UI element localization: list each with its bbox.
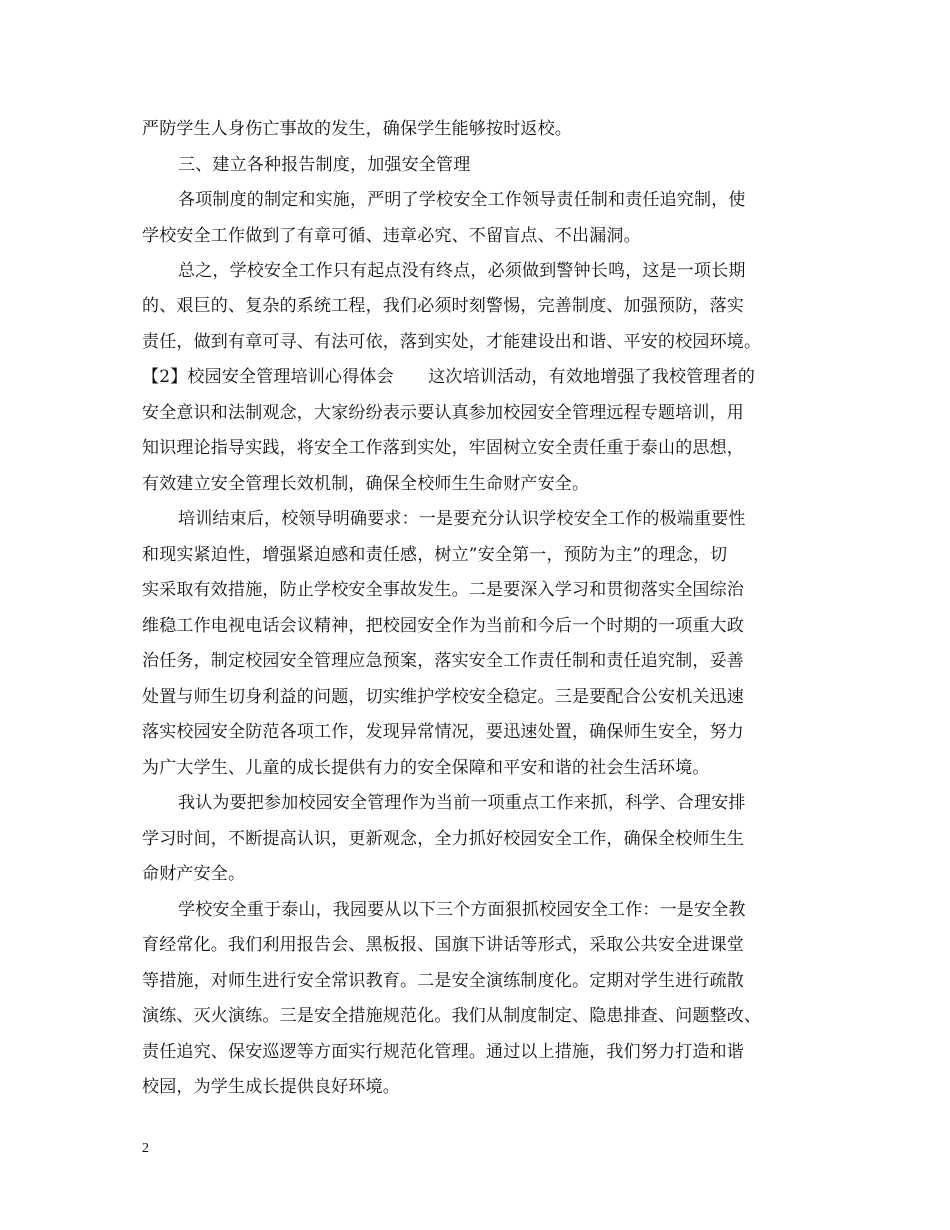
text-line: 校园，为学生成长提供良好环境。 [142, 1077, 400, 1097]
text-line: 命财产安全。 [142, 864, 246, 884]
text-line: 学校安全重于泰山，我园要从以下三个方面狠抓校园安全工作：一是安全教 [178, 900, 746, 920]
page-number: 2 [142, 1141, 149, 1156]
text-line: 【2】校园安全管理培训心得体会 这次培训活动，有效地增强了我校管理者的 [142, 367, 756, 387]
text-line: 落实校园安全防范各项工作，发现异常情况，要迅速处置，确保师生安全，努力 [142, 722, 744, 742]
text-line: 等措施，对师生进行安全常识教育。二是安全演练制度化。定期对学生进行疏散 [142, 971, 744, 991]
text-line: 和现实紧迫性，增强紧迫感和责任感，树立”安全第一，预防为主”的理念，切 [142, 545, 728, 565]
text-line: 各项制度的制定和实施，严明了学校安全工作领导责任制和责任追究制，使 [178, 190, 746, 210]
text-line: 维稳工作电视电话会议精神，把校园安全作为当前和今后一个时期的一项重大政 [142, 616, 744, 636]
text-line: 实采取有效措施，防止学校安全事故发生。二是要深入学习和贯彻落实全国综治 [142, 580, 744, 600]
text-line: 的、艰巨的、复杂的系统工程，我们必须时刻警惕，完善制度、加强预防，落实 [142, 296, 744, 316]
text-line: 学校安全工作做到了有章可循、违章必究、不留盲点、不出漏洞。 [142, 226, 641, 246]
text-line: 处置与师生切身利益的问题，切实维护学校安全稳定。三是要配合公安机关迅速 [142, 687, 744, 707]
text-line: 有效建立安全管理长效机制，确保全校师生生命财产安全。 [142, 474, 590, 494]
text-line: 知识理论指导实践，将安全工作落到实处，牢固树立安全责任重于泰山的思想， [142, 438, 744, 458]
text-line: 学习时间，不断提高认识，更新观念，全力抓好校园安全工作，确保全校师生生 [142, 829, 744, 849]
text-line: 演练、灭火演练。三是安全措施规范化。我们从制度制定、隐患排查、问题整改、 [142, 1006, 762, 1026]
text-line: 育经常化。我们利用报告会、黑板报、国旗下讲话等形式，采取公共安全进课堂 [142, 935, 744, 955]
text-line: 严防学生人身伤亡事故的发生，确保学生能够按时返校。 [142, 119, 572, 139]
text-line: 总之，学校安全工作只有起点没有终点，必须做到警钟长鸣，这是一项长期 [178, 261, 746, 281]
text-line: 责任追究、保安巡逻等方面实行规范化管理。通过以上措施，我们努力打造和谐 [142, 1042, 744, 1062]
text-line: 安全意识和法制观念，大家纷纷表示要认真参加校园安全管理远程专题培训，用 [142, 403, 744, 423]
text-line: 我认为要把参加校园安全管理作为当前一项重点工作来抓，科学、合理安排 [178, 793, 746, 813]
text-line: 为广大学生、儿童的成长提供有力的安全保障和平安和谐的社会生活环境。 [142, 758, 710, 778]
text-line: 培训结束后，校领导明确要求：一是要充分认识学校安全工作的极端重要性 [178, 509, 746, 529]
section-heading: 三、建立各种报告制度，加强安全管理 [178, 155, 471, 175]
text-line: 责任，做到有章可寻、有法可依，落到实处，才能建设出和谐、平安的校园环境。 [142, 332, 762, 352]
text-line: 治任务，制定校园安全管理应急预案，落实安全工作责任制和责任追究制，妥善 [142, 651, 744, 671]
